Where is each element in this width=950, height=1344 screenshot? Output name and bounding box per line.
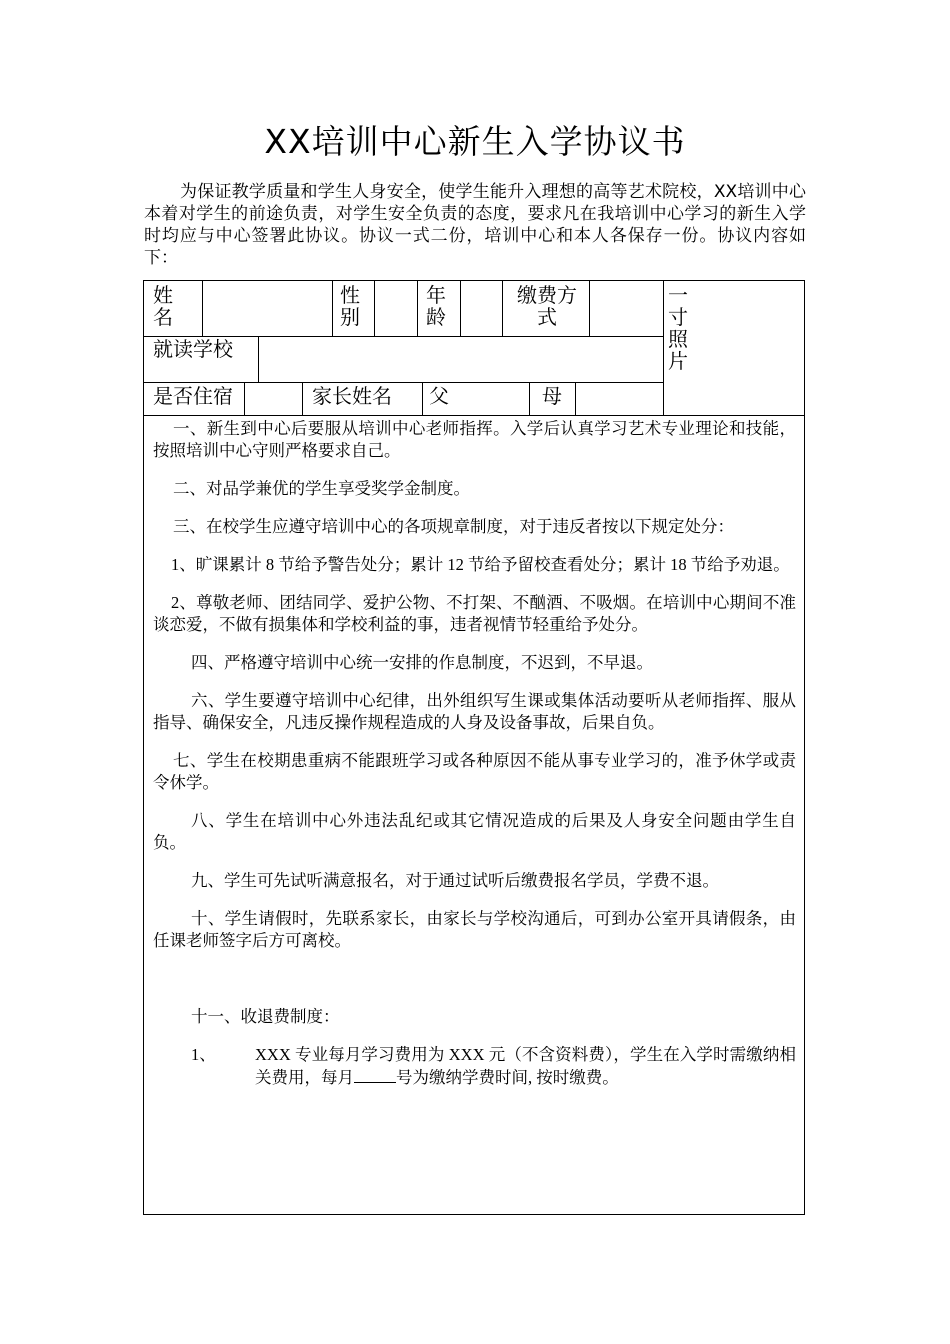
clause: 四、严格遵守培训中心统一安排的作息制度，不迟到，不早退。: [191, 653, 653, 672]
fee-item: [153, 1044, 796, 1089]
fee-item-text: [255, 1044, 796, 1089]
fee-text-after: 号为缴纳学费时间, 按时缴费。: [396, 1068, 619, 1087]
clause: 六、学生要遵守培训中心纪律，出外组织写生课或集体活动要听从老师指挥、服从指导、确保安全，凡违反操作规程造成的人身及设备事故，后果自负。: [153, 691, 796, 732]
age-label: 年龄: [426, 283, 446, 329]
column-divider: [332, 281, 333, 336]
row-divider: [144, 415, 805, 416]
column-divider: [460, 281, 461, 336]
column-divider: [258, 336, 259, 382]
fee-text-before: XXX 专业每月学习费用为 XXX 元（不含资料费），学生在入学时需缴纳相关费用，每月: [255, 1045, 796, 1087]
payment-method-label: 缴费方式: [517, 283, 577, 329]
clause: 一、新生到中心后要服从培训中心老师指挥。入学后认真学习艺术专业理论和技能，按照培训中心守则严格要求自己。: [153, 419, 796, 460]
column-divider: [417, 281, 418, 336]
school-label: 就读学校: [153, 337, 233, 361]
father-label: 父: [429, 384, 449, 408]
photo-label: 一寸照片: [668, 283, 688, 373]
gender-label: 性别: [340, 283, 360, 329]
row-divider: [144, 382, 663, 383]
clause: 2、尊敬老师、团结同学、爱护公物、不打架、不酗酒、不吸烟。在培训中心期间不准谈恋爱，不做有损集体和学校利益的事，违者视情节轻重给予处分。: [153, 593, 796, 634]
intro-paragraph: 为保证教学质量和学生人身安全，使学生能升入理想的高等艺术院校，XX培训中心本着对学生的前途负责，对学生安全负责的态度，要求凡在我培训中心学习的新生入学时均应与中心签署此协议。协议一式二份，培训中心和本人各保存一份。协议内容如下：: [144, 182, 806, 268]
agreement-clauses: [153, 418, 796, 1089]
column-divider: [202, 281, 203, 336]
column-divider: [589, 281, 590, 336]
column-divider: [529, 382, 530, 415]
clause: 二、对品学兼优的学生享受奖学金制度。: [173, 479, 470, 498]
clause: 1、旷课累计 8 节给予警告处分；累计 12 节给予留校查看处分；累计 18 节给予劝退。: [171, 555, 790, 574]
column-divider: [663, 281, 664, 415]
column-divider: [422, 382, 423, 415]
fee-item-number: 1、: [191, 1045, 216, 1064]
name-label: 姓名: [153, 283, 173, 329]
column-divider: [244, 382, 245, 415]
parent-name-label: 家长姓名: [312, 384, 392, 408]
column-divider: [502, 281, 503, 336]
clause: 九、学生可先试听满意报名，对于通过试听后缴费报名学员，学费不退。: [191, 871, 719, 890]
payment-day-blank: [354, 1066, 396, 1083]
clause: 十、学生请假时，先联系家长，由家长与学校沟通后，可到办公室开具请假条，由任课老师签字后方可离校。: [153, 909, 796, 950]
mother-label: 母: [542, 384, 562, 408]
clause: 八、学生在培训中心外违法乱纪或其它情况造成的后果及人身安全问题由学生自负。: [153, 811, 796, 852]
boarding-label: 是否住宿: [153, 384, 233, 408]
clause: 七、学生在校期患重病不能跟班学习或各种原因不能从事专业学习的，准予休学或责令休学。: [153, 751, 796, 792]
page-title: XX培训中心新生入学协议书: [264, 122, 686, 161]
clause: 三、在校学生应遵守培训中心的各项规章制度，对于违反者按以下规定处分：: [173, 517, 734, 536]
column-divider: [374, 281, 375, 336]
column-divider: [302, 382, 303, 415]
clause: 十一、收退费制度：: [191, 1007, 340, 1026]
column-divider: [575, 382, 576, 415]
